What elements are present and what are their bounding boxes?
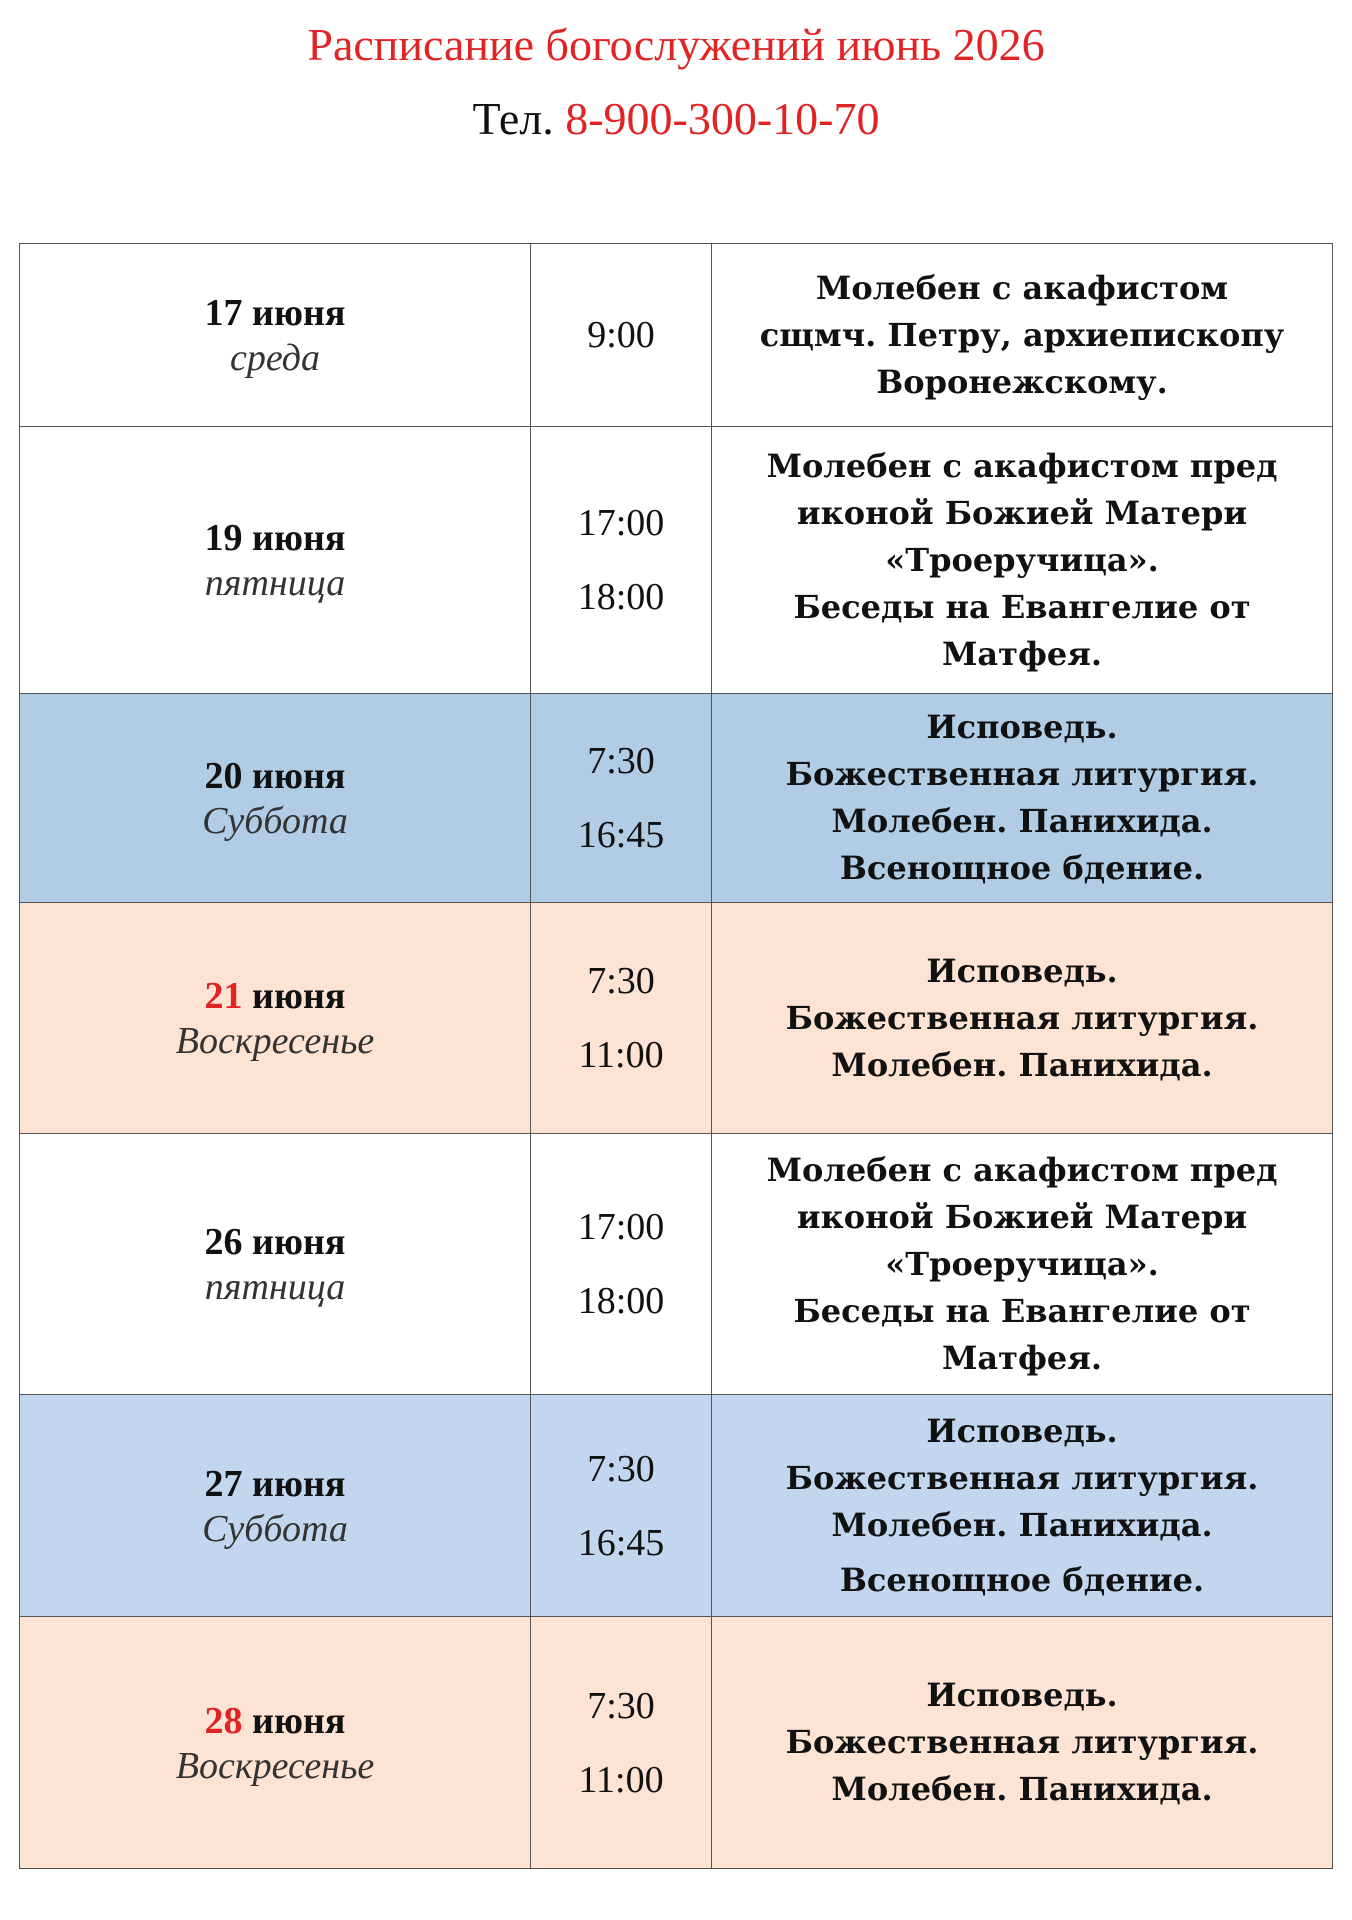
month-name: июня (252, 1221, 346, 1263)
weekday-label: Суббота (202, 1507, 348, 1550)
description-cell (712, 427, 1333, 694)
month-name: июня (252, 517, 346, 559)
day-number: 17 (204, 292, 243, 334)
weekday-label: Воскресенье (175, 1744, 375, 1787)
service-line: Беседы на Евангелие от (793, 587, 1251, 626)
service-line: Матфея. (942, 634, 1102, 673)
day-number: 27 (204, 1462, 243, 1505)
service-line: Молебен с акафистом (815, 268, 1229, 307)
service-line: Молебен с акафистом пред (766, 446, 1278, 485)
table-row (20, 1395, 1333, 1617)
month-name: июня (252, 292, 346, 334)
date-label (20, 1219, 530, 1265)
day-number: 26 (204, 1221, 243, 1263)
service-line: Молебен. Панихида. (831, 1505, 1213, 1544)
day-number: 28 (204, 1699, 243, 1742)
date-cell (20, 694, 531, 903)
service-time: 7:30 (587, 1684, 655, 1727)
schedule-table (19, 243, 1333, 1869)
table-row (20, 1617, 1333, 1869)
date-cell (20, 903, 531, 1134)
liturgy-line: Божественная литургия. (785, 755, 1259, 793)
month-name: июня (252, 1462, 346, 1505)
service-line: Всенощное бдение. (839, 1560, 1205, 1599)
liturgy-line: Божественная литургия. (785, 1723, 1259, 1761)
service-line: Всенощное бдение. (839, 849, 1205, 887)
time-cell (531, 903, 712, 1134)
service-time: 11:00 (578, 1034, 664, 1076)
weekday-label: среда (229, 337, 320, 379)
service-time: 11:00 (578, 1758, 664, 1801)
date-label (20, 753, 530, 799)
date-label (20, 290, 530, 336)
service-line: Воронежскому. (876, 362, 1168, 401)
service-line: иконой Божией Матери (796, 1197, 1248, 1236)
time-cell (531, 427, 712, 694)
weekday-label: пятница (204, 562, 346, 604)
day-number: 20 (204, 755, 243, 797)
table-row (20, 244, 1333, 427)
service-time: 7:30 (587, 960, 655, 1002)
month-name: июня (252, 975, 346, 1017)
service-time: 7:30 (587, 1447, 655, 1490)
service-time: 16:45 (577, 1521, 665, 1564)
time-cell (531, 1395, 712, 1617)
service-line: Матфея. (942, 1338, 1102, 1377)
table-row (20, 694, 1333, 903)
liturgy-line: Божественная литургия. (785, 1458, 1259, 1497)
date-label (20, 973, 530, 1019)
service-line: Молебен. Панихида. (831, 1770, 1213, 1808)
description-cell (712, 244, 1333, 427)
service-line: «Троеручица». (885, 540, 1159, 579)
service-time: 16:45 (577, 814, 665, 856)
date-label (20, 1461, 530, 1507)
description-cell (712, 1617, 1333, 1869)
description-cell (712, 1134, 1333, 1395)
phone-line (0, 92, 1352, 145)
description-cell (712, 694, 1333, 903)
service-line: иконой Божией Матери (796, 493, 1248, 532)
service-line: Молебен. Панихида. (831, 1045, 1213, 1084)
service-line: Молебен с акафистом пред (766, 1150, 1278, 1189)
date-cell (20, 427, 531, 694)
date-cell (20, 1134, 531, 1395)
time-cell (531, 694, 712, 903)
day-number: 21 (204, 975, 243, 1017)
description-cell (712, 1395, 1333, 1617)
weekday-label: Суббота (202, 800, 348, 842)
service-line: Исповедь. (926, 1411, 1118, 1450)
service-time: 18:00 (577, 576, 665, 618)
service-line: Молебен. Панихида. (831, 802, 1213, 840)
service-line: Беседы на Евангелие от (793, 1291, 1251, 1330)
time-cell (531, 244, 712, 427)
date-label (20, 1698, 530, 1744)
service-line: «Троеручица». (885, 1244, 1159, 1283)
date-cell (20, 244, 531, 427)
service-time: 17:00 (577, 502, 665, 544)
phone-number: 8-900-300-10-70 (565, 93, 880, 144)
service-time: 18:00 (577, 1280, 665, 1322)
liturgy-line: Божественная литургия. (785, 998, 1259, 1037)
service-time: 7:30 (587, 740, 655, 782)
month-name: июня (252, 755, 346, 797)
table-row (20, 1134, 1333, 1395)
page-title: Расписание богослужений июнь 2026 (307, 19, 1045, 70)
service-time: 9:00 (587, 314, 655, 356)
service-line: Исповедь. (926, 1676, 1118, 1714)
weekday-label: пятница (204, 1266, 346, 1308)
month-name: июня (252, 1699, 346, 1742)
day-number: 19 (204, 517, 243, 559)
weekday-label: Воскресенье (175, 1020, 375, 1062)
date-label (20, 515, 530, 561)
time-cell (531, 1617, 712, 1869)
time-cell (531, 1134, 712, 1395)
service-line: Исповедь. (926, 951, 1118, 990)
description-cell (712, 903, 1333, 1134)
table-row (20, 903, 1333, 1134)
service-time: 17:00 (577, 1206, 665, 1248)
service-line: Исповедь. (926, 708, 1118, 746)
table-row (20, 427, 1333, 694)
phone-label: Тел. (472, 93, 554, 144)
date-cell (20, 1617, 531, 1869)
date-cell (20, 1395, 531, 1617)
service-line: сщмч. Петру, архиепископу (759, 315, 1285, 354)
